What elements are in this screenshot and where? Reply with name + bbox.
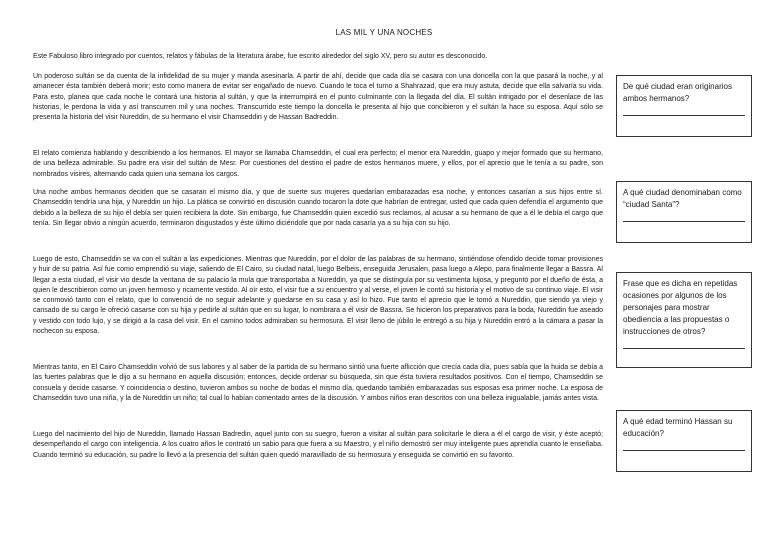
document-title: LAS MIL Y UNA NOCHES	[335, 28, 433, 37]
story-paragraph-6: Luego del nacimiento del hijo de Nureddin, llamado Hassan Badredin, aquel junto con su suegro, fueron a visitar al sultán para solicitarle le diera a él el cargo de visir, y éste aceptó; desempeñando el cargo con inteligencia. A los cuatro años le contrató un sabio para que fuera a su Maestro, y el niño demostró ser muy inteligente pues aprendía cuanto le enseñaba. Cuando terminó su educación, su padre lo llevó a la presencia del sultán quien quedó maravillado de su hermosura y enseguida se convirtió en su favorito.	[33, 431, 603, 459]
story-paragraph-4: Luego de esto, Chamseddin se va con el sultán a las expediciones. Mientras que Nureddin, por el dolor de las palabras de su hermano, sintiéndose ofendido decide tomar provisiones y huir de su patria. Así fue como emprendió su viaje, saliendo de El Cairo, su ciudad natal, luego Belbeis, enseguida Jerusalen, pasa luego a Alepo, para finalmente llegar a Bassra. Al llegar a esta ciudad, el visir vio desde la ventana de su palacio la mula que transportaba a Nureddin, ya que se distinguía por su vestimenta lujosa, y preguntó por el dueño de ésta, a quien le describieron como un joven hermoso y ricamente vestido. Al oír esto, el visir fue a su encuentro y al verse, el joven le contó su historia y el motivo de su continuo viaje. El visir se conmovió tanto con el relato, que lo convenció de no seguir adelante y quedarse en su casa y así lo hizo. Fue tanto el aprecio que le tomó a Nureddin, que siendo ya viejo y cansado de su cargo le ofreció casarse con su hija y pedirle al sultán que en su lugar, lo nombrara a él visir de Bassra. Se hicieron los preparativos para la boda, Nureddin fue aseado y vestido con todo lujo, y se dirigió a la casa del visir. En el camino todos admiraban su hermosura. El visir lleno de júbilo le entregó a su hija y Nureddin entró a la cámara a pasar la nochecon su esposa.	[33, 256, 603, 336]
question-text: A qué edad terminó Hassan su educación?	[623, 417, 733, 438]
question-box-1	[616, 75, 752, 137]
intro-paragraph: Este Fabuloso libro integrado por cuentos, relatos y fábulas de la literatura árabe, fue escrito alrededor del siglo XV, pero su autor es desconocido.	[33, 53, 488, 60]
answer-line[interactable]	[623, 105, 745, 116]
story-paragraph-2: El relato comienza hablando y describiendo a los hermanos. El mayor se llamaba Chamseddin, el cual era perfecto; el menor era Nureddin, guapo y mejor formado que su hermano, de una belleza admirable. Su padre era visir del sultán de Mesr. Por cuestiones del destino el padre de estos hermanos muere, y ellos, por el aprecio que le tenía a su padre, son nombrados visires, alternando cada quien una semana los cargos.	[33, 150, 603, 178]
question-text: A qué ciudad denominaban como “ciudad Santa”?	[623, 188, 742, 209]
answer-line[interactable]	[623, 338, 745, 349]
answer-line[interactable]	[623, 440, 745, 451]
story-paragraph-5: Mientras tanto, en El Cairo Chamseddin volvió de sus labores y al saber de la partida de su hermano sintió una fuerte aflicción que crecía cada día, pues sabía que la huida se debía a las fuertes palabras que le dijo a su hermano en aquella discusión; entonces, decide ordenar su búsqueda, sin que ésta tuviera resultados positivos. Con el tiempo, Chamseddin se consuela y decide casarse. Y coincidencia o destino, tuvieron ambos su noche de bodas el mismo día, quedando también embarazadas sus esposas esa primer noche. La esposa de Chamseddin tuvo una niña, y la de Nureddin un niño; tal cual lo habían comentado antes de la discusión. Y ambos niños eran descritos con una belleza inigualable, jamás antes vista.	[33, 364, 603, 402]
question-box-2	[616, 181, 752, 243]
question-box-3	[616, 272, 752, 368]
story-paragraph-3: Una noche ambos hermanos deciden que se casaran el mismo día, y que de suerte sus mujeres quedarían embarazadas esa noche, y entonces casarían a sus hijos entre sí. Chamseddin tendría una hija, y Nureddin un hijo. La plática se convirtió en discusión cuando tocaron la dote que habrían de entregar, usted que cada quien defendía el argumento que debido a la belleza de su hijo él debía ser quien recibiera la dote. Sin embargo, fue Chamseddin quien excedió sus reclamos, al acusar a su hermano de que a él le debía el cargo que tenía. Sin llegar obvio a ningún acuerdo, terminaron disgustados y éste último diciéndole que por nada casaría ya a su hija con su hijo.	[33, 189, 603, 227]
story-paragraph-1: Un poderoso sultán se da cuenta de la infidelidad de su mujer y manda asesinarla. A partir de ahí, decide que cada día se casara con una doncella con la que pasará la noche, y al amanecer ésta también deberá morir; esto como manera de evitar ser engañado de nuevo. Cuando le toca el turno a Shahrazad, que era muy astuta, decide que ella salvaría su vida. Para esto, planea que cada noche le contará una historia al sultán, y que la interrumpirá en el punto culminante con la llegada del día. El sultán intrigado por el desenlace de las historias, le perdona la vida y así transcurren mil y una noches. Transcurrido este tiempo la doncella le presenta al hijo que concibieron y el sultán la hace su esposa. Aquí sólo se presenta la historia del visir Nureddin, de su hermano el visir Chamseddin y de Hassan Badreddin.	[33, 73, 603, 122]
question-text: De qué ciudad eran originarios ambos hermanos?	[623, 82, 732, 103]
question-box-4	[616, 410, 752, 472]
answer-line[interactable]	[623, 211, 745, 222]
question-text: Frase que es dicha en repetidas ocasiones por algunos de los personajes para mostrar obediencia a las propuestas o instrucciones de otros?	[623, 279, 738, 336]
